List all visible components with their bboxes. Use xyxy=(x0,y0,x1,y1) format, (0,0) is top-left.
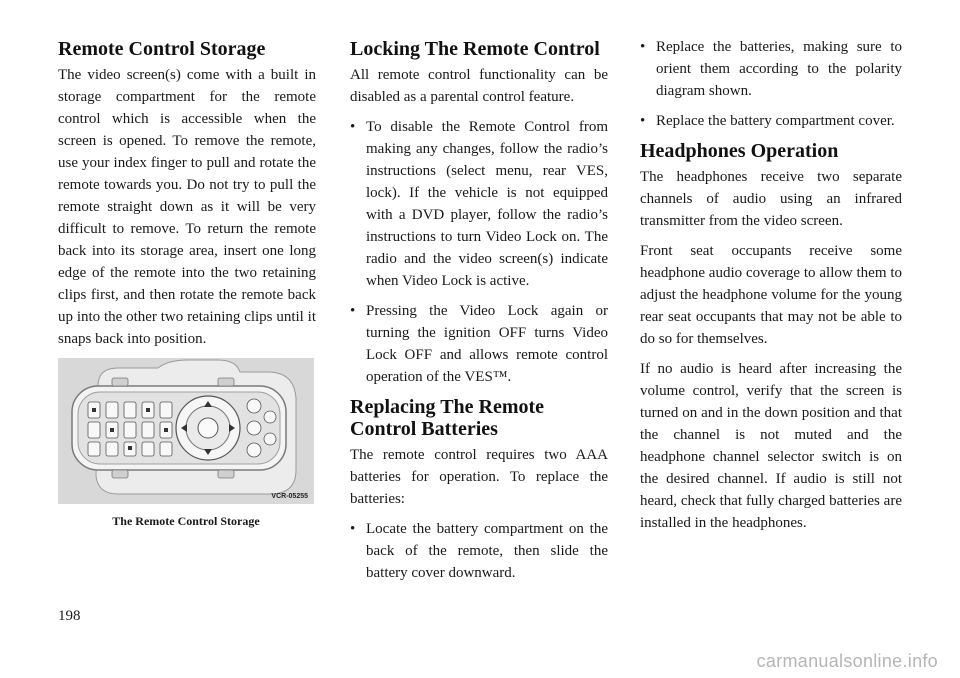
paragraph-batteries: The remote control requires two AAA batteries for operation. To replace the batteries: xyxy=(350,447,608,507)
remote-control-illustration xyxy=(58,358,314,504)
paragraph-headphones-3: If no audio is heard after increasing the volume control, verify that the screen is turned on and in the down position and that the channel is not muted and the headphone channel selector switch is on the desired channel. If audio is still not heard, check that fully charged batteries are installed in the headphones. xyxy=(640,361,902,531)
locking-bullet-list xyxy=(350,116,608,388)
paragraph-headphones-2: Front seat occupants receive some headphone audio coverage to allow them to adjust the headphone volume for the young rear seat occupants that may not be able to do so for themselves. xyxy=(640,243,902,347)
figure-code: VCR-05255 xyxy=(271,493,308,500)
figure-caption: The Remote Control Storage xyxy=(112,514,260,528)
column-middle xyxy=(350,38,608,592)
column-right xyxy=(640,38,902,542)
battery-bullet-list xyxy=(350,518,608,584)
bullet-item: • Locate the battery compartment on the back of the remote, then slide the battery cover downward. xyxy=(350,518,608,584)
column-left xyxy=(58,38,316,529)
bullet-item: • Replace the batteries, making sure to orient them according to the polarity diagram shown. xyxy=(640,36,902,102)
bullet-item: • Replace the battery compartment cover. xyxy=(640,110,902,132)
heading-headphones-operation: Headphones Operation xyxy=(640,140,839,162)
bullet-item: • To disable the Remote Control from making any changes, follow the radio’s instructions (select menu, rear VES, lock). If the vehicle is not equipped with a DVD player, follow the radio’s instructions to turn Video Lock on. The radio and the video screen(s) indicate when Video Lock is active. xyxy=(350,116,608,292)
watermark: carmanualsonline.info xyxy=(756,651,938,671)
paragraph-storage: The video screen(s) come with a built in storage compartment for the remote control which is accessible when the screen is opened. To remove the remote, use your index finger to pull and rotate the remote towards you. Do not try to pull the remote straight down as it will be very difficult to remove. To return the remote back into its storage area, insert one long edge of the remote into the two retaining clips first, and then rotate the remote back up into the other two retaining clips until it snaps back into position. xyxy=(58,67,316,347)
heading-locking-remote: Locking The Remote Control xyxy=(350,38,600,60)
heading-replacing-batteries: Replacing The Remote Control Batteries xyxy=(350,396,545,440)
battery-steps-list xyxy=(640,36,902,132)
bullet-item: • Pressing the Video Lock again or turning the ignition OFF turns Video Lock OFF and allows remote control operation of the VES™. xyxy=(350,300,608,388)
page-number: 198 xyxy=(58,608,81,624)
paragraph-headphones-1: The headphones receive two separate channels of audio using an infrared transmitter from the video screen. xyxy=(640,169,902,229)
heading-remote-control-storage: Remote Control Storage xyxy=(58,38,266,60)
remote-control-storage-figure xyxy=(58,358,314,504)
paragraph-locking: All remote control functionality can be disabled as a parental control feature. xyxy=(350,67,608,105)
